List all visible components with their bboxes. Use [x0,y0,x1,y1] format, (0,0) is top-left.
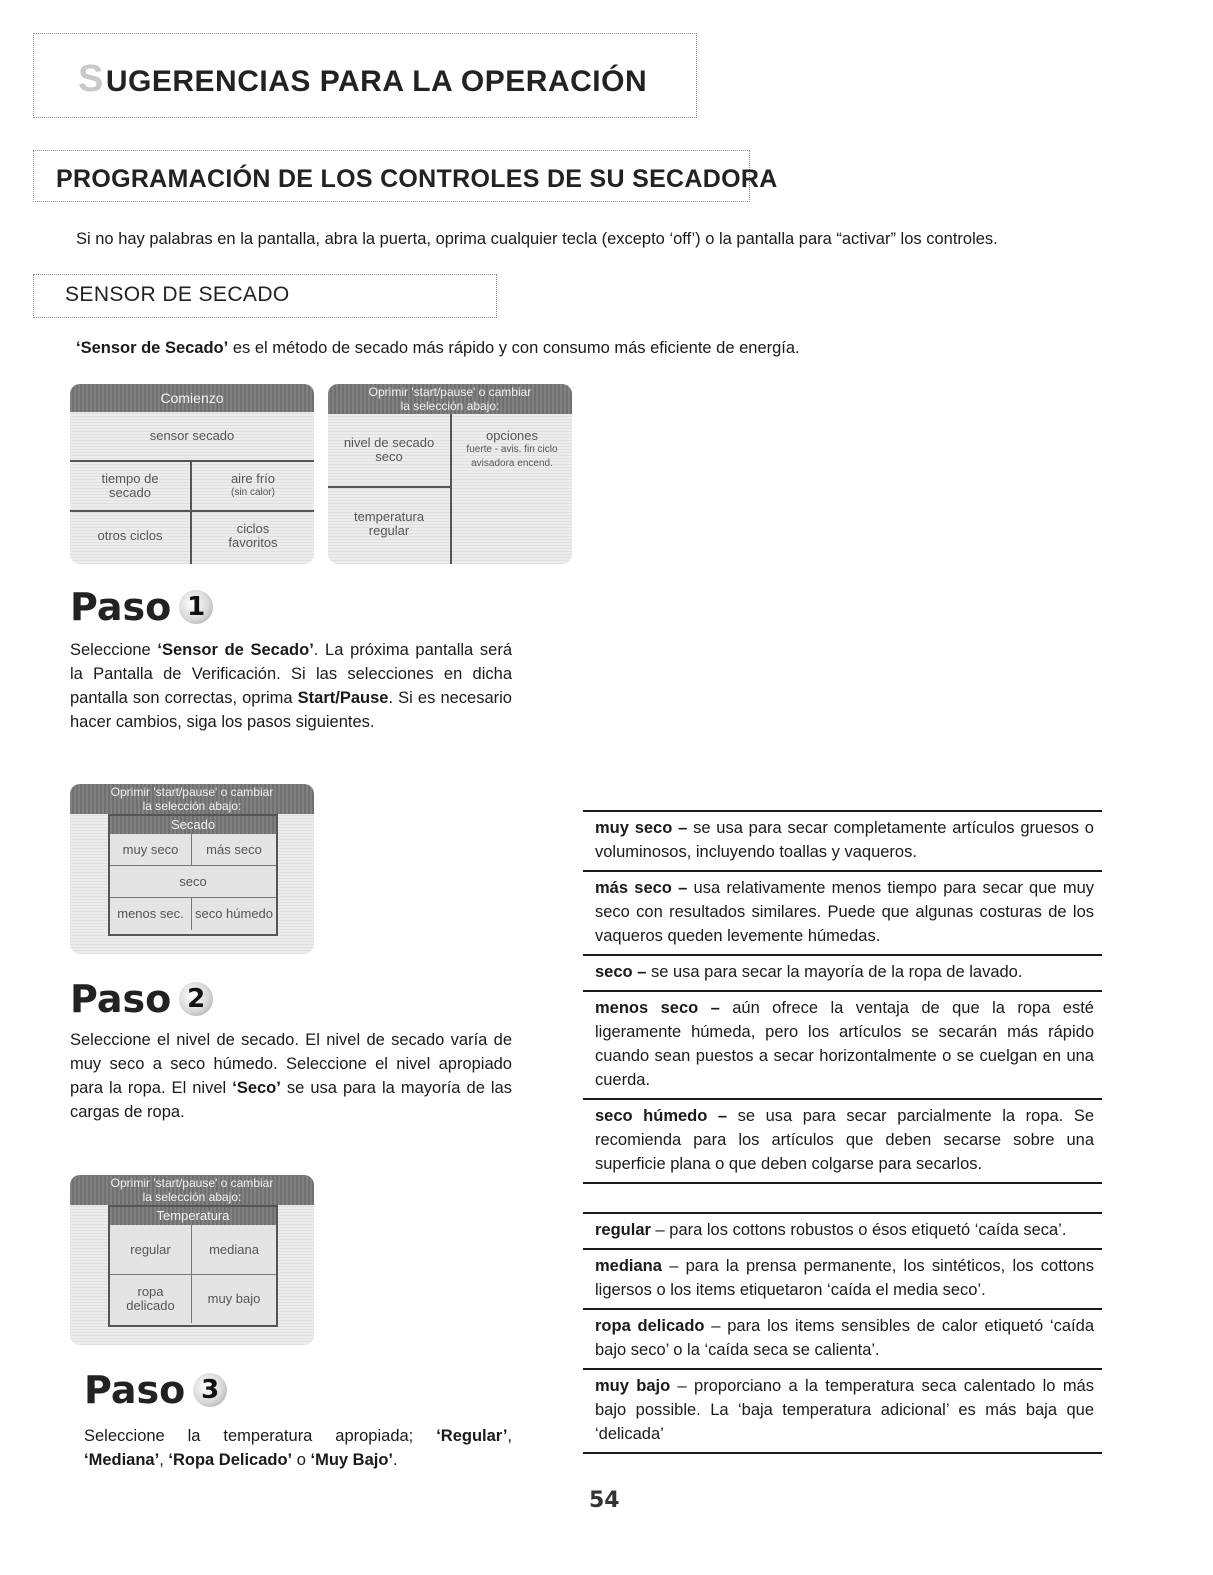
term: muy seco – [595,819,688,837]
step3-b4: ‘Muy Bajo’ [310,1451,394,1469]
ciclos-favoritos-button[interactable]: ciclos favoritos [228,521,278,550]
term: mediana [595,1257,662,1275]
temperature-entry [583,1250,1102,1308]
step3-b1: ‘Regular’ [436,1427,508,1445]
aire-frio-button[interactable] [192,462,314,510]
desc: – para los cottons robustos o ésos etiquetó ‘caída seca’. [650,1221,1067,1239]
temperatura-value: regular [368,523,410,538]
nivel-value: seco [375,449,403,464]
screen-comienzo [70,384,314,564]
step1-t2: . La próxima pantalla será la Pantalla de Verificación. Si las selecciones en dicha pantalla son correctas, oprima [70,641,512,707]
tiempo-de-secado-button[interactable]: tiempo de secado [101,471,159,500]
step1-b2: Start/Pause [297,689,389,707]
term: seco – [595,963,647,981]
dryness-entry [583,992,1102,1098]
step1-number: 1 [179,590,213,624]
seco-humedo-option[interactable]: seco húmedo [194,906,274,921]
screen-title-bar: Comienzo [70,384,314,412]
subsection-title: SENSOR DE SECADO [65,283,290,306]
sensor-lead [76,336,1176,360]
sensor-secado-button[interactable]: sensor secado [149,428,235,443]
temperatures-table [583,1212,1102,1454]
dryness-entry [583,956,1102,990]
secado-popup [108,814,278,936]
step3-b2: ‘Mediana’ [84,1451,160,1469]
step1-text [70,638,512,734]
term: más seco – [595,879,688,897]
desc: usa relativamente menos tiempo para secar que muy seco con resultados similares. Puede que algunas costuras de los vaqueros queden levemente húmedas. [595,879,1094,945]
step1-heading [70,585,213,629]
dryness-entry [583,872,1102,954]
step3-text [84,1424,512,1472]
term: menos seco – [595,999,720,1017]
desc: – proporciano a la temperatura seca calentado lo más bajo possible. La ‘baja temperatura adicional’ es más baja que ‘delicada’ [595,1377,1094,1443]
desc: aún ofrece la ventaja de que la ropa esté ligeramente húmeda, pero los artículos se secarán más rápido cuando sean puestos a secar horizontalmente o se cuelgan en una cuerda. [595,999,1094,1089]
temperature-entry [583,1370,1102,1452]
step2-b1: ‘Seco’ [232,1079,281,1097]
step1-b1: ‘Sensor de Secado’ [157,641,314,659]
screen-title-bar: Oprimir 'start/pause' o cambiar la selección abajo: [70,1175,314,1205]
paso-label: Paso [70,585,172,629]
dryness-entry [583,1100,1102,1182]
mas-seco-option[interactable]: más seco [192,834,276,866]
step3-number: 3 [193,1373,227,1407]
page-title [78,58,647,101]
step3-t2: , [507,1427,512,1445]
step3-heading [84,1368,227,1412]
step3-t1: Seleccione la temperatura apropiada; [84,1427,437,1445]
otros-ciclos-button[interactable]: otros ciclos [97,528,163,543]
menos-seco-option[interactable]: menos sec. [110,898,192,930]
term: ropa delicado [595,1317,705,1335]
dryness-levels-table [583,810,1102,1184]
step2-t1: Seleccione el nivel de secado. El nivel de secado varía de muy seco a seco húmedo. Seleccione el nivel apropiado para la ropa. El nivel [70,1031,512,1097]
sensor-lead-rest: es el método de secado más rápido y con consumo más eficiente de energía. [228,339,800,357]
mediana-option[interactable]: mediana [192,1225,276,1275]
title-rest: UGERENCIAS PARA LA OPERACIÓN [105,65,648,98]
screen-verificacion [328,384,572,564]
desc: se usa para secar la mayoría de la ropa de lavado. [646,963,1023,981]
page-number: 54 [589,1488,620,1513]
desc: se usa para secar completamente artículos gruesos o voluminosos, incluyendo toallas y vaqueros. [595,819,1094,861]
popup-title: Temperatura [110,1207,276,1225]
aire-frio-sublabel: (sin calor) [231,487,275,498]
step2-text [70,1028,512,1124]
step3-t3: , [159,1451,169,1469]
term: regular [595,1221,651,1239]
regular-option[interactable]: regular [110,1225,192,1275]
opciones-button[interactable] [452,414,572,486]
intro-text: Si no hay palabras en la pantalla, abra la puerta, oprima cualquier tecla (excepto ‘off’) o la pantalla para “activar” los controles. [76,230,998,248]
popup-title: Secado [110,816,276,834]
sensor-lead-bold: ‘Sensor de Secado’ [76,339,229,357]
temperatura-label: temperatura [353,509,425,524]
opciones-value: fuerte - avis. fin ciclo avisadora encend. [466,444,558,469]
ropa-delicado-option[interactable]: ropa delicado [110,1275,192,1323]
divider [583,1452,1102,1454]
screen-secado [70,784,314,954]
step3-t5: . [393,1451,398,1469]
temperatura-popup [108,1205,278,1327]
temperature-entry [583,1310,1102,1368]
step2-t2: se usa para la mayoría de las cargas de ropa. [70,1079,512,1121]
paso-label: Paso [70,977,172,1021]
dryness-entry [583,812,1102,870]
divider [583,1182,1102,1184]
desc: – para los items sensibles de calor etiquetó ‘caída bajo seco’ o la ‘caída seca se calienta’. [595,1317,1094,1359]
screen-temperatura [70,1175,314,1345]
aire-frio-label: aire frío [230,471,276,486]
temperature-entry [583,1214,1102,1248]
desc: se usa para secar parcialmente la ropa. Se recomienda para los artículos que deben secarse sobre una superficie plana o que deben colgarse para secarlos. [595,1107,1094,1173]
term: muy bajo [595,1377,671,1395]
step2-number: 2 [179,982,213,1016]
step2-heading [70,977,213,1021]
opciones-label: opciones [485,428,539,443]
nivel-de-secado-button[interactable] [328,414,450,486]
desc: – para la prensa permanente, los sintéticos, los cottons ligersos o los items etiquetaron ‘caída el media seco’. [595,1257,1094,1299]
nivel-label: nivel de secado [343,435,435,450]
seco-option[interactable]: seco [110,866,276,898]
muy-bajo-option[interactable]: muy bajo [207,1291,261,1306]
screen-title-bar: Oprimir 'start/pause' o cambiar la selección abajo: [70,784,314,814]
title-initial: S [78,58,104,100]
screen-title-bar: Oprimir 'start/pause' o cambiar la selección abajo: [328,384,572,414]
temperatura-button[interactable] [328,488,450,560]
step1-t1: Seleccione [70,641,158,659]
muy-seco-option[interactable]: muy seco [110,834,192,866]
paso-label: Paso [84,1368,186,1412]
step3-t4: o [292,1451,311,1469]
section-title: PROGRAMACIÓN DE LOS CONTROLES DE SU SECADORA [56,165,778,193]
step1-t3: . Si es necesario hacer cambios, siga los pasos siguientes. [70,689,512,731]
step3-b3: ‘Ropa Delicado’ [168,1451,293,1469]
term: seco húmedo – [595,1107,728,1125]
